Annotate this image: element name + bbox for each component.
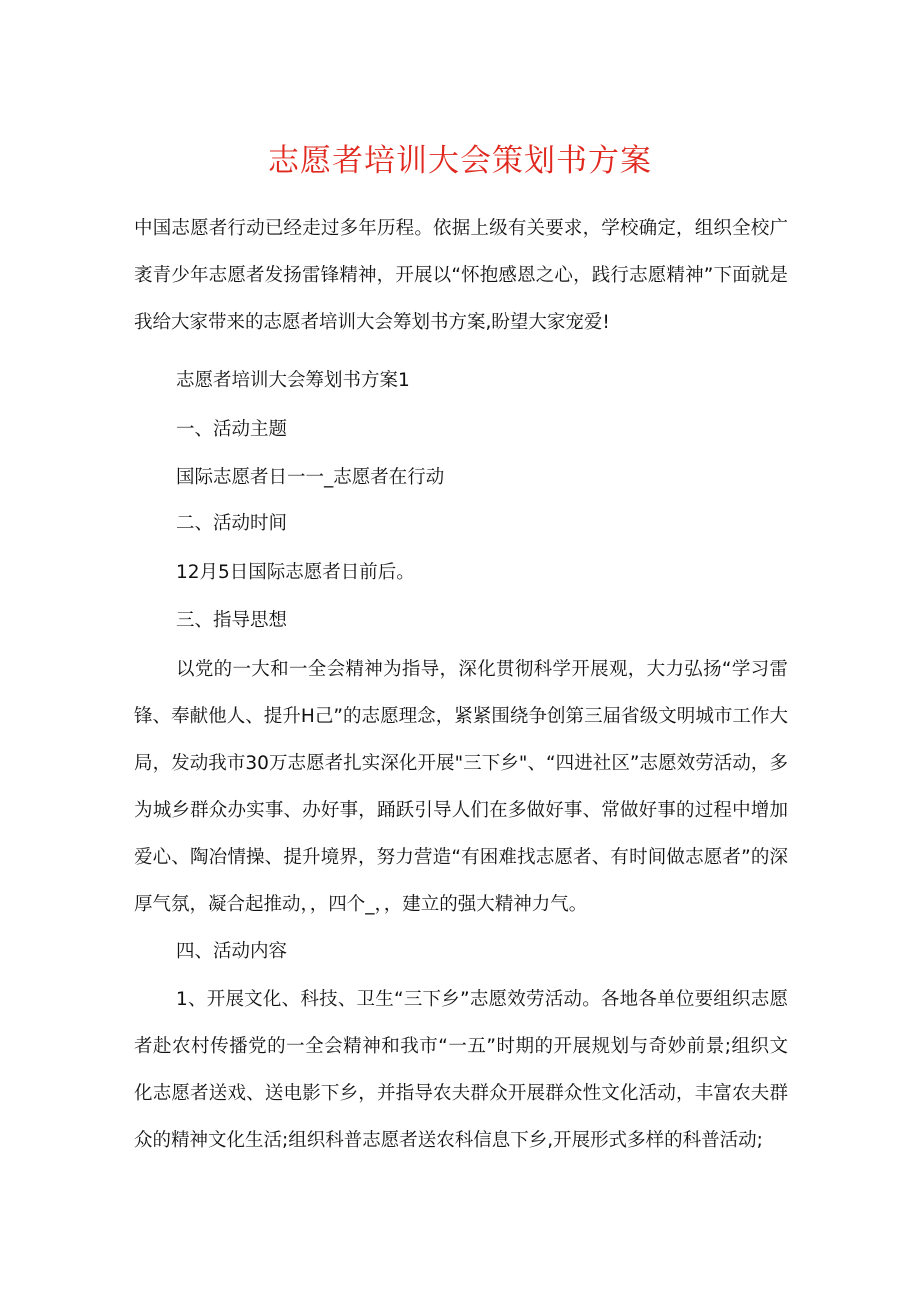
plan-subtitle: 志愿者培训大会筹划书方案1 [176,370,410,391]
intro-paragraph: 中国志愿者行动已经走过多年历程。依据上级有关要求，学校确定，组织全校广袤青少年志愿者发扬雷锋精神，开展以“怀抱感恩之心，践行志愿精神”下面就是我给大家带来的志愿者培训大会筹划书方案,盼望大家宠爱! [134,218,788,333]
section-heading-content: 四、活动内容 [176,941,288,962]
section-heading-theme: 一、活动主题 [176,419,288,440]
document-title: 志愿者培训大会策划书方案 [268,143,652,179]
section-heading-time: 二、活动时间 [176,513,288,534]
section-text-time: 12月5日国际志愿者日前后。 [176,562,415,583]
section-text-theme: 国际志愿者日一一_志愿者在行动 [176,467,445,488]
section-text-content: 1、开展文化、科技、卫生“三下乡”志愿效劳活动。各地各单位要组织志愿者赴农村传播党的一全会精神和我市“一五”时期的开展规划与奇妙前景;组织文化志愿者送戏、送电影下乡，并指导农夫群众开展群众性文化活动，丰富农夫群众的精神文化生活;组织科普志愿者送农科信息下乡,开展形式多样的科普活动; [134,989,788,1151]
section-text-guiding: 以党的一大和一全会精神为指导，深化贯彻科学开展观，大力弘扬“学习雷锋、奉献他人、提升H己”的志愿理念，紧紧围绕争创第三届省级文明城市工作大局，发动我市30万志愿者扎实深化开展"三下乡"、“四进社区”志愿效劳活动，多为城乡群众办实事、办好事，踊跃引导人们在多做好事、常做好事的过程中增加爱心、陶冶情操、提升境界，努力营造“有困难找志愿者、有时间做志愿者”的深厚气氛，凝合起推动，，四个_，，建立的强大精神力气。 [134,659,788,915]
section-heading-guiding: 三、指导思想 [176,610,288,631]
